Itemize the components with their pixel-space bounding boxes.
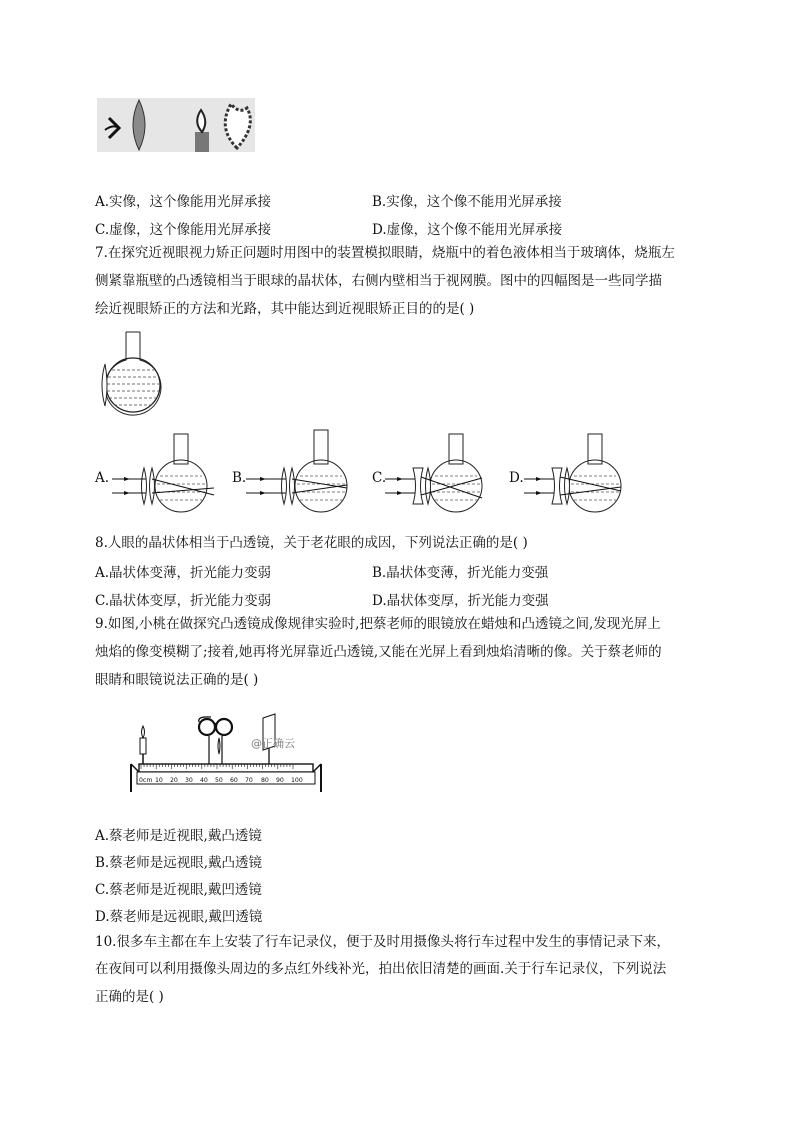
concave-lens	[413, 468, 423, 504]
ruler-tick-label: 80	[261, 777, 269, 784]
q8-option-b[interactable]: B.晶状体变薄，折光能力变强	[372, 565, 549, 581]
ruler-tick-label: 50	[215, 777, 223, 784]
glasses-icon	[199, 717, 232, 764]
q6-option-a[interactable]: A.实像，这个像能用光屏承接	[95, 194, 272, 210]
q6-figure	[97, 98, 257, 158]
ruler-tick-label: 70	[245, 777, 253, 784]
q8-option-d[interactable]: D.晶状体变厚，折光能力变强	[372, 593, 549, 609]
q8-option-a[interactable]: A.晶状体变薄，折光能力变弱	[95, 565, 272, 581]
convex-lens	[102, 364, 107, 406]
ruler-tick-label: 10	[155, 777, 163, 784]
q9-option-a[interactable]: A.蔡老师是近视眼,戴凸透镜	[95, 828, 262, 844]
q7-figure-c[interactable]	[385, 432, 495, 527]
q6-option-d[interactable]: D.虚像，这个像不能用光屏承接	[372, 222, 563, 238]
ruler-tick-label: 60	[230, 777, 238, 784]
q6-option-c[interactable]: C.虚像，这个像能用光屏承接	[95, 222, 272, 238]
q7-label-b: B.	[232, 470, 247, 486]
candle	[140, 726, 146, 764]
ruler-tick-label: 100	[291, 777, 303, 784]
q8-stem: 8.人眼的晶状体相当于凸透镜，关于老花眼的成因，下列说法正确的是( )	[95, 535, 528, 551]
q7-label-c: C.	[372, 470, 387, 486]
q8-option-c[interactable]: C.晶状体变厚，折光能力变弱	[95, 593, 272, 609]
q9-option-b[interactable]: B.蔡老师是远视眼,戴凸透镜	[95, 855, 263, 871]
q7-stem-line-1: 7.在探究近视眼视力矫正问题时用图中的装置模拟眼睛，烧瓶中的着色液体相当于玻璃体，烧瓶左	[95, 245, 675, 261]
ruler-tick-label: 40	[200, 777, 208, 784]
q10-stem-line-1: 10.很多车主都在车上安装了行车记录仪，便于及时用摄像头将行车过程中发生的事情记录下来，	[95, 934, 670, 950]
q7-label-d: D.	[509, 470, 524, 486]
q10-stem-line-3: 正确的是( )	[95, 989, 164, 1005]
ruler-tick-label: 30	[185, 777, 193, 784]
q9-stem-line-3: 眼睛和眼镜说法正确的是( )	[95, 672, 259, 688]
q7-figure-a[interactable]	[112, 432, 222, 527]
concave-lens	[552, 468, 562, 504]
q7-figure-b[interactable]	[246, 428, 356, 523]
q6-option-b[interactable]: B.实像，这个像不能用光屏承接	[372, 194, 562, 210]
ruler-tick-label: 90	[276, 777, 284, 784]
q10-stem-line-2: 在夜间可以利用摄像头周边的多点红外线补光，拍出依旧清楚的画面.关于行车记录仪，下列说法	[95, 961, 667, 977]
q7-flask-setup	[98, 330, 168, 420]
q7-stem-line-2: 侧紧靠瓶壁的凸透镜相当于眼球的晶状体，右侧内壁相当于视网膜。图中的四幅图是一些同学描	[95, 273, 662, 289]
ruler-tick-label: 0cm	[139, 777, 153, 784]
q9-stem-line-2: 烛焰的像变模糊了;接着,她再将光屏靠近凸透镜,又能在光屏上看到烛焰清晰的像。关于蔡老师的	[95, 644, 662, 660]
q9-stem-line-1: 9.如图,小桃在做探究凸透镜成像规律实验时,把蔡老师的眼镜放在蜡烛和凸透镜之间,发现光屏上	[95, 616, 661, 632]
q9-option-c[interactable]: C.蔡老师是近视眼,戴凹透镜	[95, 882, 262, 898]
q7-figure-d[interactable]	[524, 432, 634, 527]
q9-option-d[interactable]: D.蔡老师是远视眼,戴凹透镜	[95, 909, 263, 925]
q7-stem-line-3: 绘近视眼矫正的方法和光路，其中能达到近视眼矫正目的的是( )	[95, 301, 475, 317]
watermark: @正确云	[251, 737, 295, 750]
ruler-tick-label: 20	[170, 777, 178, 784]
q7-label-a: A.	[95, 470, 110, 486]
q9-optical-bench	[131, 708, 331, 798]
